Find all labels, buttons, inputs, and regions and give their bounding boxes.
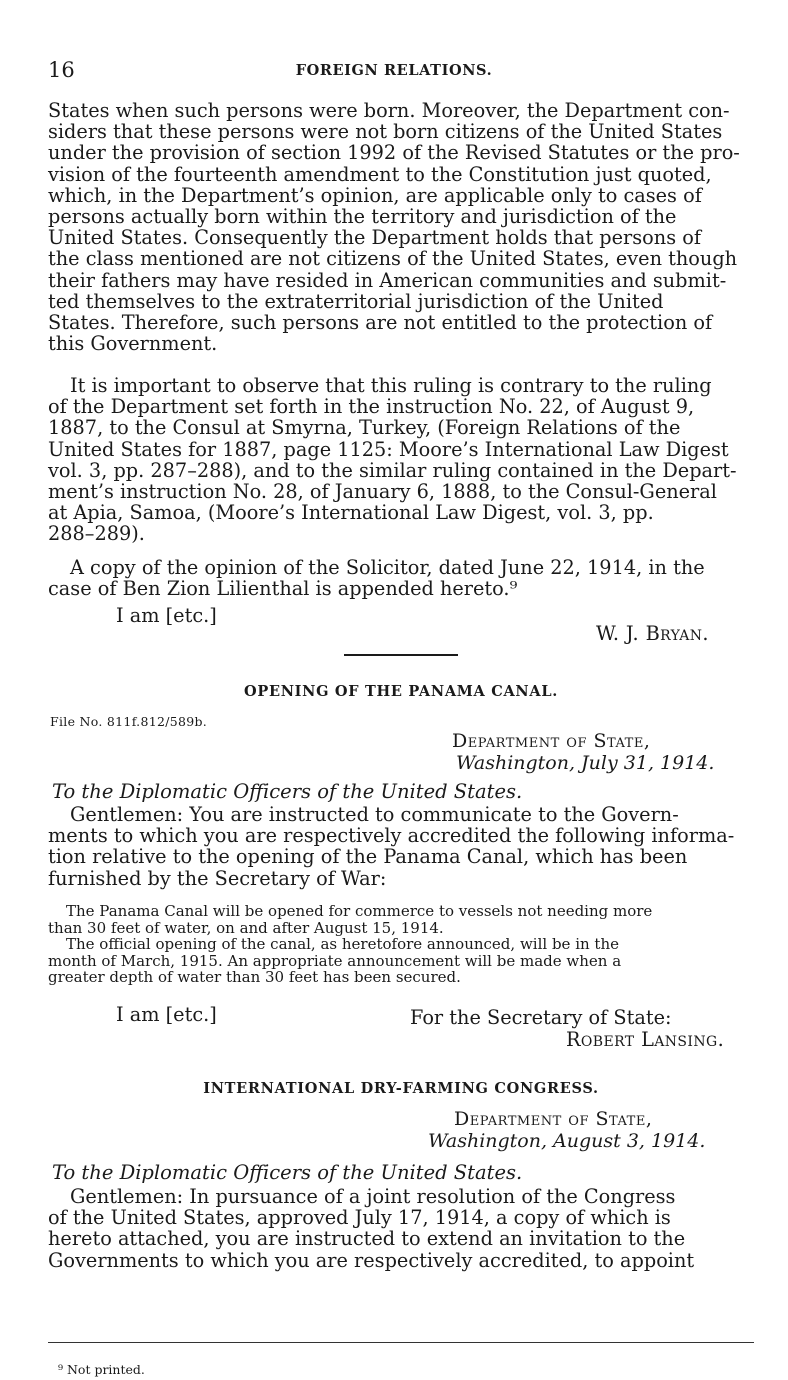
signature-lansing: Robert Lansing. xyxy=(566,1028,725,1051)
text-line: siders that these persons were not born citizens of the United States xyxy=(48,120,723,144)
section1-paragraph2 xyxy=(48,375,754,545)
text-line: tion relative to the opening of the Panama Canal, which has been xyxy=(48,845,688,869)
text-line: States when such persons were born. Moreover, the Department con- xyxy=(48,99,730,122)
text-line: their fathers may have resided in American communities and submit- xyxy=(48,268,727,292)
address-line: To the Diplomatic Officers of the United States. xyxy=(52,780,523,803)
address-line: To the Diplomatic Officers of the United States. xyxy=(52,1161,523,1184)
dateline: Washington, August 3, 1914. xyxy=(428,1130,706,1152)
text-line: 288–289). xyxy=(48,522,145,546)
text-line: United States. Consequently the Department holds that persons of xyxy=(48,226,701,250)
section1-paragraph1 xyxy=(48,100,754,354)
text-line: greater depth of water than 30 feet has been secured. xyxy=(48,968,461,987)
text-line: Gentlemen: You are instructed to communicate to the Govern- xyxy=(70,803,679,826)
text-line: of the Department set forth in the instruction No. 22, of August 9, xyxy=(48,395,695,419)
text-line: ted themselves to the extraterritorial jurisdiction of the United xyxy=(48,289,664,313)
text-line: States. Therefore, such persons are not entitled to the protection of xyxy=(48,311,713,335)
page-header xyxy=(48,58,740,86)
dateline: Washington, July 31, 1914. xyxy=(456,752,715,774)
quoted-announcement xyxy=(48,903,758,986)
dept-dateline-2 xyxy=(428,1108,706,1152)
text-line: case of Ben Zion Lilienthal is appended hereto.⁹ xyxy=(48,577,518,601)
text-line: 1887, to the Consul at Smyrna, Turkey, (Foreign Relations of the xyxy=(48,416,681,440)
text-line: Governments to which you are respectively accredited, to appoint xyxy=(48,1248,695,1272)
text-line: the class mentioned are not citizens of the United States, even though xyxy=(48,247,738,271)
section-heading-panama-canal: OPENING OF THE PANAMA CANAL. xyxy=(244,683,558,700)
section1-paragraph3 xyxy=(48,557,754,599)
section2-body xyxy=(48,804,754,889)
text-line: It is important to observe that this ruling is contrary to the ruling xyxy=(70,374,712,397)
file-number: File No. 811f.812/589b. xyxy=(50,714,208,729)
signature-bryan: W. J. Bryan. xyxy=(596,622,709,645)
text-line: ment’s instruction No. 28, of January 6, 1888, to the Consul-General xyxy=(48,480,717,504)
text-line: ments to which you are respectively accredited the following informa- xyxy=(48,824,735,848)
text-line: persons actually born within the territory and jurisdiction of the xyxy=(48,205,677,229)
running-title: FOREIGN RELATIONS. xyxy=(295,62,493,79)
text-line: furnished by the Secretary of War: xyxy=(48,866,387,890)
text-line: vision of the fourteenth amendment to the Constitution just quoted, xyxy=(48,162,712,186)
text-line: A copy of the opinion of the Solicitor, dated June 22, 1914, in the xyxy=(70,556,705,579)
text-line: which, in the Department’s opinion, are applicable only to cases of xyxy=(48,183,702,207)
text-line: hereto attached, you are instructed to extend an invitation to the xyxy=(48,1227,686,1251)
footnote-rule xyxy=(48,1342,754,1343)
section3-body xyxy=(48,1186,754,1271)
department-name: Department of State, xyxy=(452,730,651,752)
for-secretary-line: For the Secretary of State: xyxy=(410,1006,672,1029)
section-divider xyxy=(344,654,458,656)
text-line: this Government. xyxy=(48,332,218,356)
footnote: ⁹ Not printed. xyxy=(58,1362,145,1377)
dept-dateline-1 xyxy=(452,730,714,774)
text-line: vol. 3, pp. 287–288), and to the similar ruling contained in the Depart- xyxy=(48,458,737,482)
closing-text: I am [etc.] xyxy=(116,604,217,627)
closing-text: I am [etc.] xyxy=(116,1003,217,1026)
text-line: than 30 feet of water, on and after August 15, 1914. xyxy=(48,918,444,937)
text-line: month of March, 1915. An appropriate announcement will be made when a xyxy=(48,951,622,970)
text-line: at Apia, Samoa, (Moore’s International Law Digest, vol. 3, pp. xyxy=(48,501,654,525)
text-line: The Panama Canal will be opened for commerce to vessels not needing more xyxy=(66,902,653,920)
section-heading-dry-farming: INTERNATIONAL DRY-FARMING CONGRESS. xyxy=(203,1080,599,1097)
page-number: 16 xyxy=(48,58,75,82)
text-line: United States for 1887, page 1125: Moore’s International Law Digest xyxy=(48,437,729,461)
department-name: Department of State, xyxy=(454,1108,653,1130)
text-line: of the United States, approved July 17, 1914, a copy of which is xyxy=(48,1206,671,1230)
text-line: Gentlemen: In pursuance of a joint resolution of the Congress xyxy=(70,1185,676,1208)
text-line: under the provision of section 1992 of the Revised Statutes or the pro- xyxy=(48,141,740,165)
text-line: The official opening of the canal, as heretofore announced, will be in the xyxy=(66,935,619,954)
